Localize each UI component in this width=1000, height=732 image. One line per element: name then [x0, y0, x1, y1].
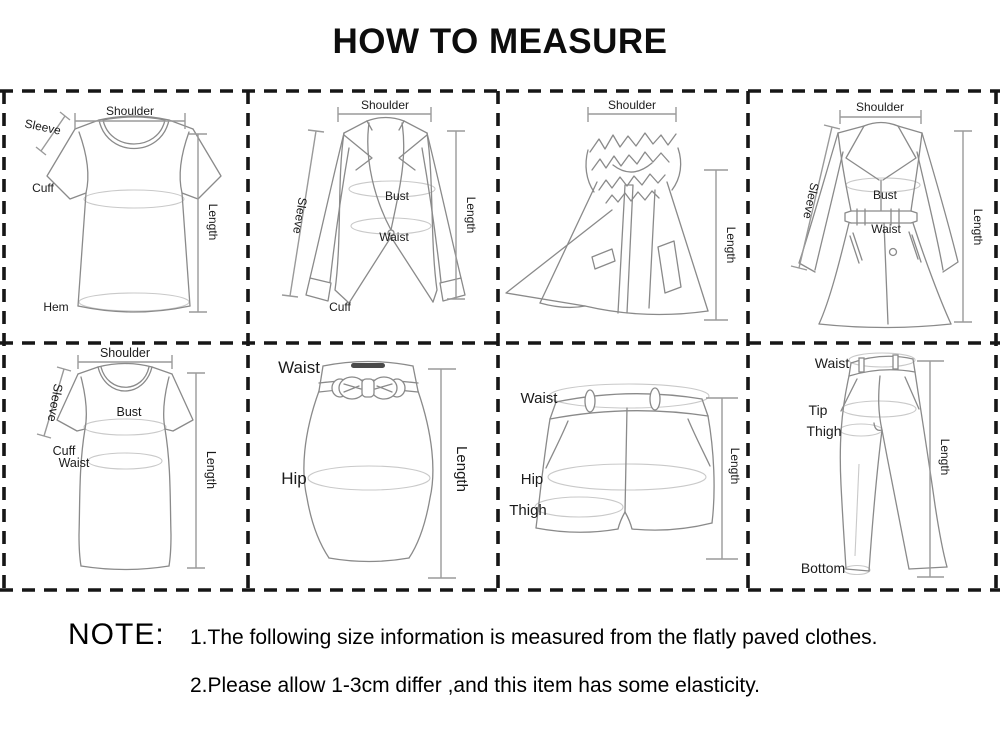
skirt-hip-label: Hip [281, 469, 307, 488]
tshirt-drawing [47, 116, 221, 312]
skirt-measure-lines [428, 369, 456, 578]
shorts-guide-ellipses [535, 384, 709, 517]
blazer-waist-label: Waist [379, 230, 409, 244]
cape-shoulder-label: Shoulder [607, 98, 657, 112]
panel-skirt [278, 358, 470, 578]
panel-tshirt [23, 104, 221, 314]
note-line-2: 2.Please allow 1-3cm differ ,and this item has some elasticity. [190, 674, 760, 697]
note-line-1: 1.The following size information is measured from the flatly paved clothes. [190, 626, 878, 649]
dress-bust-label: Bust [116, 405, 142, 419]
dress-length-label: Length [204, 450, 218, 490]
shorts-waist-label: Waist [520, 390, 558, 407]
grid-dashed-lines [0, 91, 1000, 590]
panel-shorts [509, 384, 742, 559]
panel-dress [37, 346, 218, 570]
pants-tip-label: Tip [808, 402, 828, 418]
tshirt-sleeve-label: Sleeve [23, 116, 63, 138]
note-heading: NOTE: [68, 618, 165, 651]
trench-bust-label: Bust [872, 188, 898, 202]
pants-length-label: Length [938, 438, 952, 476]
dress-sleeve-label: Sleeve [44, 382, 66, 423]
blazer-drawing [306, 118, 465, 304]
skirt-bow [332, 377, 405, 399]
skirt-waist-slot [351, 363, 385, 368]
tshirt-cuff-label: Cuff [32, 181, 54, 195]
panel-trench-coat [791, 100, 985, 328]
cape-length-label: Length [724, 226, 738, 264]
trench-waist-label: Waist [871, 222, 901, 236]
page-title: HOW TO MEASURE [332, 22, 668, 61]
skirt-waist-label: Waist [278, 358, 320, 377]
shorts-drawing [536, 394, 714, 533]
shorts-length-label: Length [728, 447, 742, 485]
trench-length-label: Length [971, 208, 985, 246]
blazer-sleeve-label: Sleeve [290, 196, 310, 235]
panel-blazer [282, 98, 478, 314]
blazer-shoulder-label: Shoulder [360, 98, 410, 112]
blazer-length-label: Length [464, 196, 478, 234]
dress-cuff-label: Cuff [52, 444, 76, 458]
cape-drawing [506, 133, 708, 315]
panel-pants [801, 353, 952, 577]
tshirt-guide-ellipses [79, 190, 189, 311]
shorts-belt-loop-left [585, 390, 595, 412]
trench-sleeve-label: Sleeve [800, 181, 822, 221]
panel-fur-collar-cape [506, 98, 738, 320]
dress-guide-ellipses [84, 419, 166, 469]
pants-waist-label: Waist [814, 355, 850, 371]
shorts-hip-label: Hip [520, 471, 544, 488]
dress-shoulder-label: Shoulder [99, 346, 151, 360]
dress-waist-label: Waist [58, 456, 90, 470]
pants-bottom-label: Bottom [800, 560, 846, 576]
pants-belt-loop-left [859, 358, 864, 372]
pants-belt-loop-right [893, 355, 898, 369]
pants-thigh-label: Thigh [806, 423, 842, 439]
blazer-cuff-label: Cuff [329, 300, 351, 314]
tshirt-length-label: Length [206, 203, 220, 241]
shorts-thigh-label: Thigh [509, 502, 547, 519]
trench-measure-lines [791, 110, 972, 322]
blazer-bust-label: Bust [384, 189, 410, 203]
skirt-guide-ellipses [308, 466, 430, 490]
trench-shoulder-label: Shoulder [855, 100, 905, 114]
skirt-length-label: Length [453, 446, 470, 492]
tshirt-hem-label: Hem [43, 300, 69, 314]
tshirt-shoulder-label: Shoulder [105, 104, 155, 118]
shorts-belt-loop-right [650, 388, 660, 410]
